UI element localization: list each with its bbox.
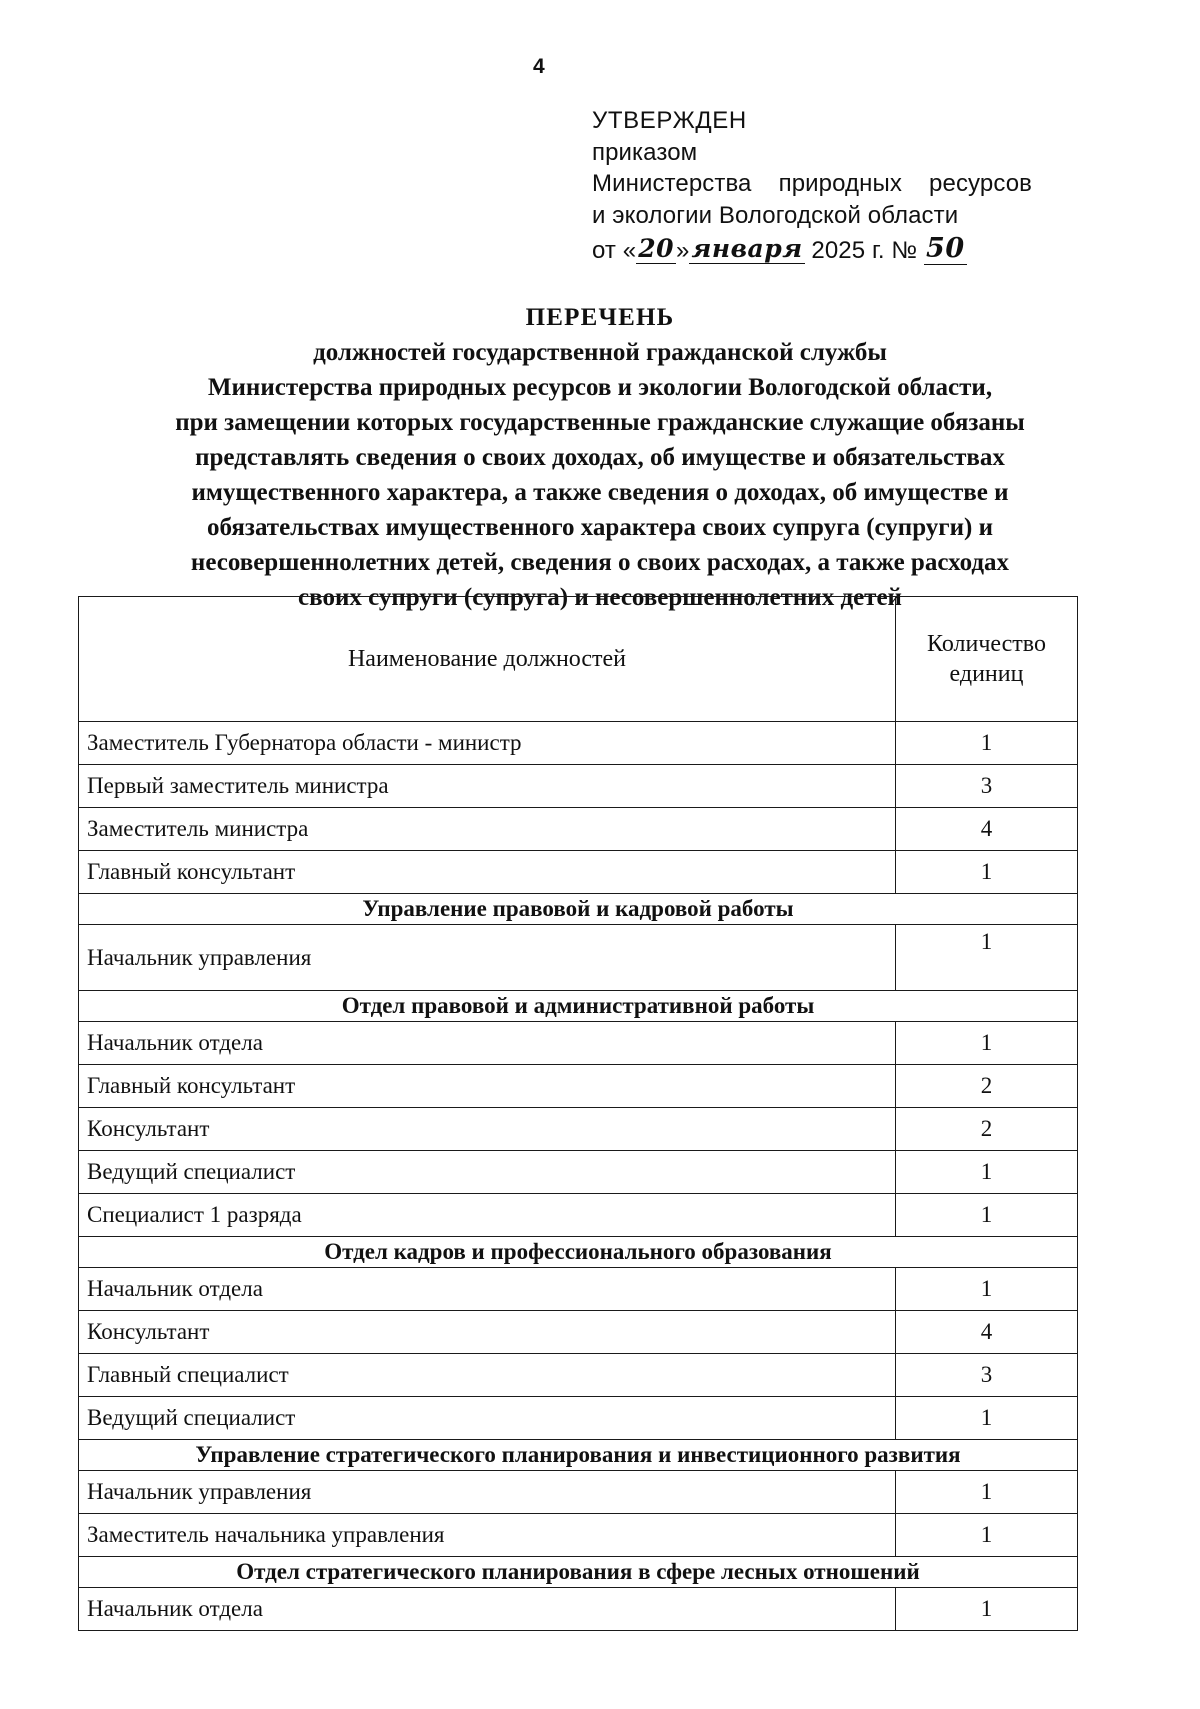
position-count: 1 — [896, 1397, 1078, 1440]
approval-line-1: приказом — [592, 138, 698, 166]
column-header-count-line1: Количество — [927, 631, 1046, 657]
table-section-row — [79, 1237, 1078, 1268]
table-row — [79, 1065, 1078, 1108]
position-name: Консультант — [79, 1311, 896, 1354]
position-count: 1 — [896, 1514, 1078, 1557]
position-count: 1 — [896, 925, 1078, 991]
position-name: Главный специалист — [79, 1354, 896, 1397]
table-row — [79, 1268, 1078, 1311]
position-name: Начальник управления — [79, 925, 896, 991]
position-count: 3 — [896, 1354, 1078, 1397]
position-name: Заместитель министра — [79, 808, 896, 851]
title-line-8: своих супруги (супруга) и несовершеннолетних детей — [298, 584, 902, 611]
position-name: Ведущий специалист — [79, 1397, 896, 1440]
position-count: 4 — [896, 1311, 1078, 1354]
table-row — [79, 1514, 1078, 1557]
column-header-name: Наименование должностей — [79, 597, 896, 722]
table-row — [79, 925, 1078, 991]
table-row — [79, 1397, 1078, 1440]
positions-table — [78, 596, 1078, 1631]
table-row — [79, 1311, 1078, 1354]
column-header-count-line2: единиц — [949, 661, 1024, 687]
approval-date-year: 2025 г. № — [811, 236, 918, 264]
position-count: 3 — [896, 765, 1078, 808]
title-line-3: при замещении которых государственные гражданские служащие обязаны — [175, 409, 1025, 436]
position-name: Консультант — [79, 1108, 896, 1151]
position-count: 2 — [896, 1065, 1078, 1108]
table-row — [79, 1108, 1078, 1151]
position-count: 4 — [896, 808, 1078, 851]
table-section-row — [79, 894, 1078, 925]
position-count: 1 — [896, 1022, 1078, 1065]
approval-line-2: Министерства природных ресурсов — [592, 170, 1032, 198]
position-name: Главный консультант — [79, 1065, 896, 1108]
approval-date-prefix: от « — [592, 236, 637, 264]
position-name: Начальник отдела — [79, 1588, 896, 1631]
approval-line-3: и экологии Вологодской области — [592, 202, 959, 230]
section-label: Управление правовой и кадровой работы — [79, 894, 1078, 925]
table-row — [79, 1194, 1078, 1237]
position-name: Заместитель начальника управления — [79, 1514, 896, 1557]
page-number: 4 — [533, 55, 545, 78]
title-line-1: должностей государственной гражданской службы — [313, 339, 887, 366]
table-row — [79, 1151, 1078, 1194]
table-section-row — [79, 1557, 1078, 1588]
section-label: Отдел кадров и профессионального образования — [79, 1237, 1078, 1268]
position-name: Заместитель Губернатора области - министр — [79, 722, 896, 765]
column-header-count — [896, 597, 1078, 722]
position-count: 2 — [896, 1108, 1078, 1151]
table-row — [79, 1471, 1078, 1514]
table-section-row — [79, 1440, 1078, 1471]
approval-date-line — [592, 232, 1032, 268]
approval-date-month: января — [691, 233, 803, 263]
position-name: Главный консультант — [79, 851, 896, 894]
position-name: Начальник управления — [79, 1471, 896, 1514]
position-count: 1 — [896, 1268, 1078, 1311]
title-line-5: имущественного характера, а также сведения о доходах, об имуществе и — [191, 479, 1009, 506]
section-label: Отдел правовой и административной работы — [79, 991, 1078, 1022]
table-row — [79, 808, 1078, 851]
title-line-4: представлять сведения о своих доходах, об имуществе и обязательствах — [195, 444, 1005, 471]
position-name: Ведущий специалист — [79, 1151, 896, 1194]
table-row — [79, 1354, 1078, 1397]
table-row — [79, 1022, 1078, 1065]
section-label: Отдел стратегического планирования в сфере лесных отношений — [79, 1557, 1078, 1588]
approval-title: УТВЕРЖДЕН — [592, 107, 747, 134]
page-title — [85, 300, 1115, 615]
table-header-row — [79, 597, 1078, 722]
position-count: 1 — [896, 1588, 1078, 1631]
position-name: Начальник отдела — [79, 1268, 896, 1311]
position-count: 1 — [896, 1471, 1078, 1514]
position-name: Специалист 1 разряда — [79, 1194, 896, 1237]
approval-date-day: 20 — [638, 233, 675, 263]
position-count: 1 — [896, 1151, 1078, 1194]
table-row — [79, 722, 1078, 765]
table-row — [79, 765, 1078, 808]
section-label: Управление стратегического планирования и инвестиционного развития — [79, 1440, 1078, 1471]
title-line-6: обязательствах имущественного характера своих супруга (супруги) и — [207, 514, 993, 541]
title-line-7: несовершеннолетних детей, сведения о своих расходах, а также расходах — [190, 549, 1010, 576]
approval-block — [592, 105, 1032, 267]
table-section-row — [79, 991, 1078, 1022]
position-name: Начальник отдела — [79, 1022, 896, 1065]
title-heading: ПЕРЕЧЕНЬ — [525, 304, 675, 331]
position-count: 1 — [896, 722, 1078, 765]
position-name: Первый заместитель министра — [79, 765, 896, 808]
table-row — [79, 1588, 1078, 1631]
position-count: 1 — [896, 851, 1078, 894]
table-row — [79, 851, 1078, 894]
title-line-2: Министерства природных ресурсов и экологии Вологодской области, — [207, 374, 993, 401]
approval-order-number: 50 — [926, 232, 965, 264]
position-count: 1 — [896, 1194, 1078, 1237]
approval-date-quote: » — [676, 236, 690, 264]
